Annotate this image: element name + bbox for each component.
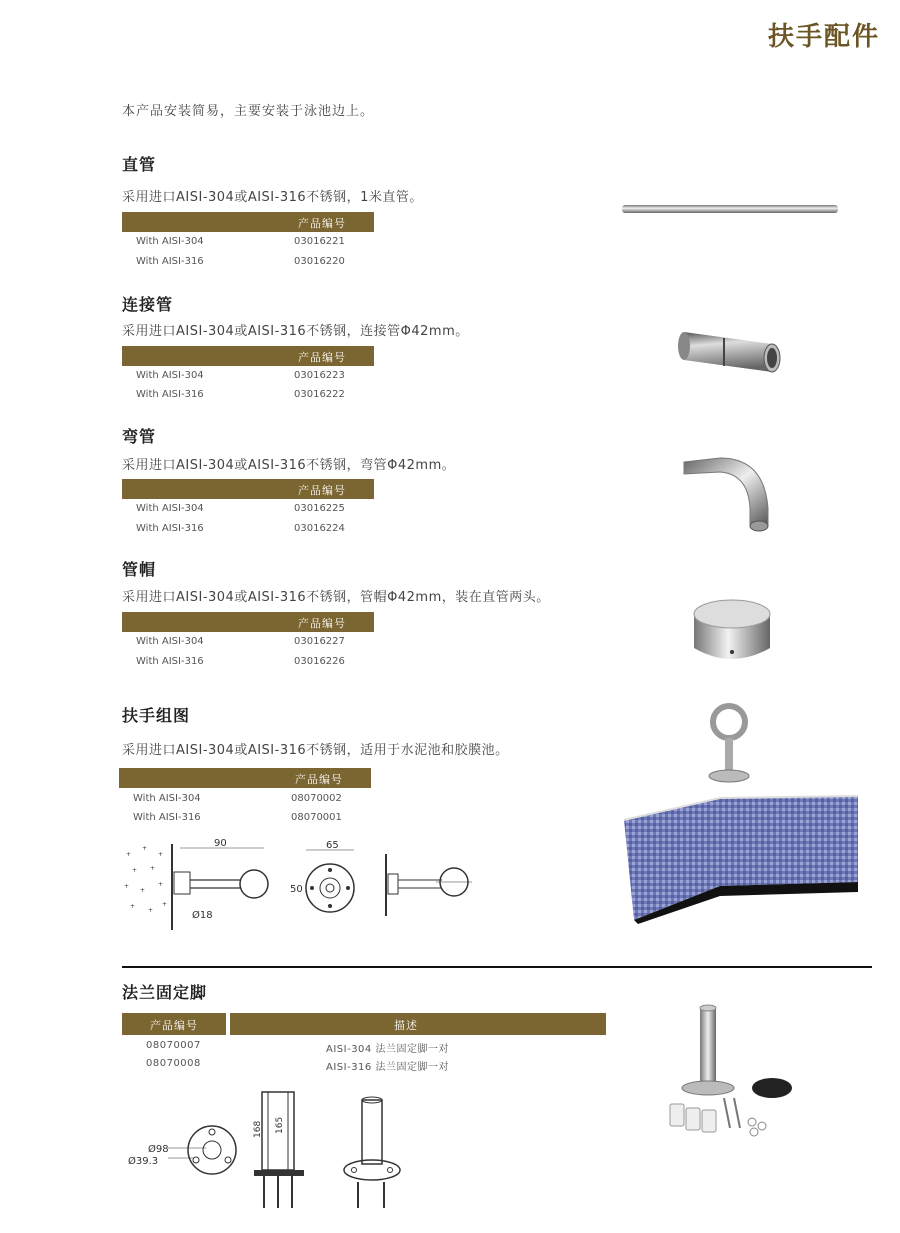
svg-text:+: +: [162, 901, 168, 908]
assembly-drawing-side: [118, 836, 278, 930]
straight-tube-icon: [620, 200, 840, 220]
svg-text:+: +: [132, 867, 138, 874]
svg-text:+: +: [158, 851, 164, 858]
svg-text:+: +: [126, 851, 132, 858]
code-table-header: 产品编号: [119, 768, 371, 788]
dim-diameter-39-3: Ø39.3: [128, 1156, 159, 1167]
table-row: 08070007: [146, 1040, 201, 1051]
flange-header-desc: 描述: [230, 1013, 606, 1035]
assembly-drawing-top: [380, 850, 476, 920]
section-desc-assembly: 采用进口AISI-304或AISI-316不锈钢，适用于水泥池和胶膜池。: [122, 743, 509, 758]
tube-cap-icon: [690, 596, 774, 668]
svg-text:+: +: [142, 845, 148, 852]
dim-height-168: 168: [253, 1120, 263, 1138]
flange-drawing-3d: [334, 1094, 410, 1214]
flange-drawing-side: [248, 1088, 318, 1214]
section-desc-connector: 采用进口AISI-304或AISI-316不锈钢，连接管Φ42mm。: [122, 324, 469, 339]
table-row: 08070008: [146, 1058, 201, 1069]
dim-diameter-98: Ø98: [148, 1144, 169, 1155]
flange-kit-photo-icon: [664, 1004, 794, 1140]
table-row: AISI-304 法兰固定脚一对: [326, 1044, 449, 1055]
section-title-connector: 连接管: [122, 295, 174, 314]
connector-tube-icon: [676, 322, 788, 374]
section-divider: [122, 966, 872, 968]
dim-90: 90: [214, 838, 227, 849]
dim-diameter-18: Ø18: [192, 910, 213, 921]
svg-text:+: +: [148, 907, 154, 914]
code-table-header: 产品编号: [122, 479, 374, 499]
assembly-drawing-front: [288, 838, 368, 920]
flange-drawing-plan: [126, 1118, 246, 1178]
svg-text:+: +: [150, 865, 156, 872]
dim-height-165: 165: [275, 1116, 285, 1134]
section-desc-cap: 采用进口AISI-304或AISI-316不锈钢，管帽Φ42mm，装在直管两头。: [122, 590, 550, 605]
intro-text: 本产品安装简易，主要安装于泳池边上。: [122, 104, 375, 119]
svg-text:+: +: [124, 883, 130, 890]
svg-text:+: +: [158, 881, 164, 888]
code-table-header: 产品编号: [122, 346, 374, 366]
section-title-straight-tube: 直管: [122, 155, 157, 174]
svg-text:+: +: [140, 887, 146, 894]
pool-photo-icon: [620, 790, 860, 925]
flange-header-code: 产品编号: [122, 1013, 226, 1035]
svg-text:+: +: [130, 903, 136, 910]
section-title-cap: 管帽: [122, 560, 157, 579]
dim-50: 50: [290, 884, 303, 895]
code-table-header: 产品编号: [122, 612, 374, 632]
elbow-tube-icon: [680, 452, 780, 534]
page-title: 扶手配件: [767, 22, 880, 52]
handrail-bracket-icon: [704, 700, 754, 784]
section-title-elbow: 弯管: [122, 427, 157, 446]
section-desc-elbow: 采用进口AISI-304或AISI-316不锈钢，弯管Φ42mm。: [122, 458, 456, 473]
dim-65: 65: [326, 840, 339, 851]
section-title-assembly: 扶手组图: [122, 706, 191, 725]
section-desc-straight-tube: 采用进口AISI-304或AISI-316不锈钢，1米直管。: [122, 190, 423, 205]
table-row: AISI-316 法兰固定脚一对: [326, 1062, 449, 1073]
code-table-header: 产品编号: [122, 212, 374, 232]
section-title-flange: 法兰固定脚: [122, 983, 208, 1002]
